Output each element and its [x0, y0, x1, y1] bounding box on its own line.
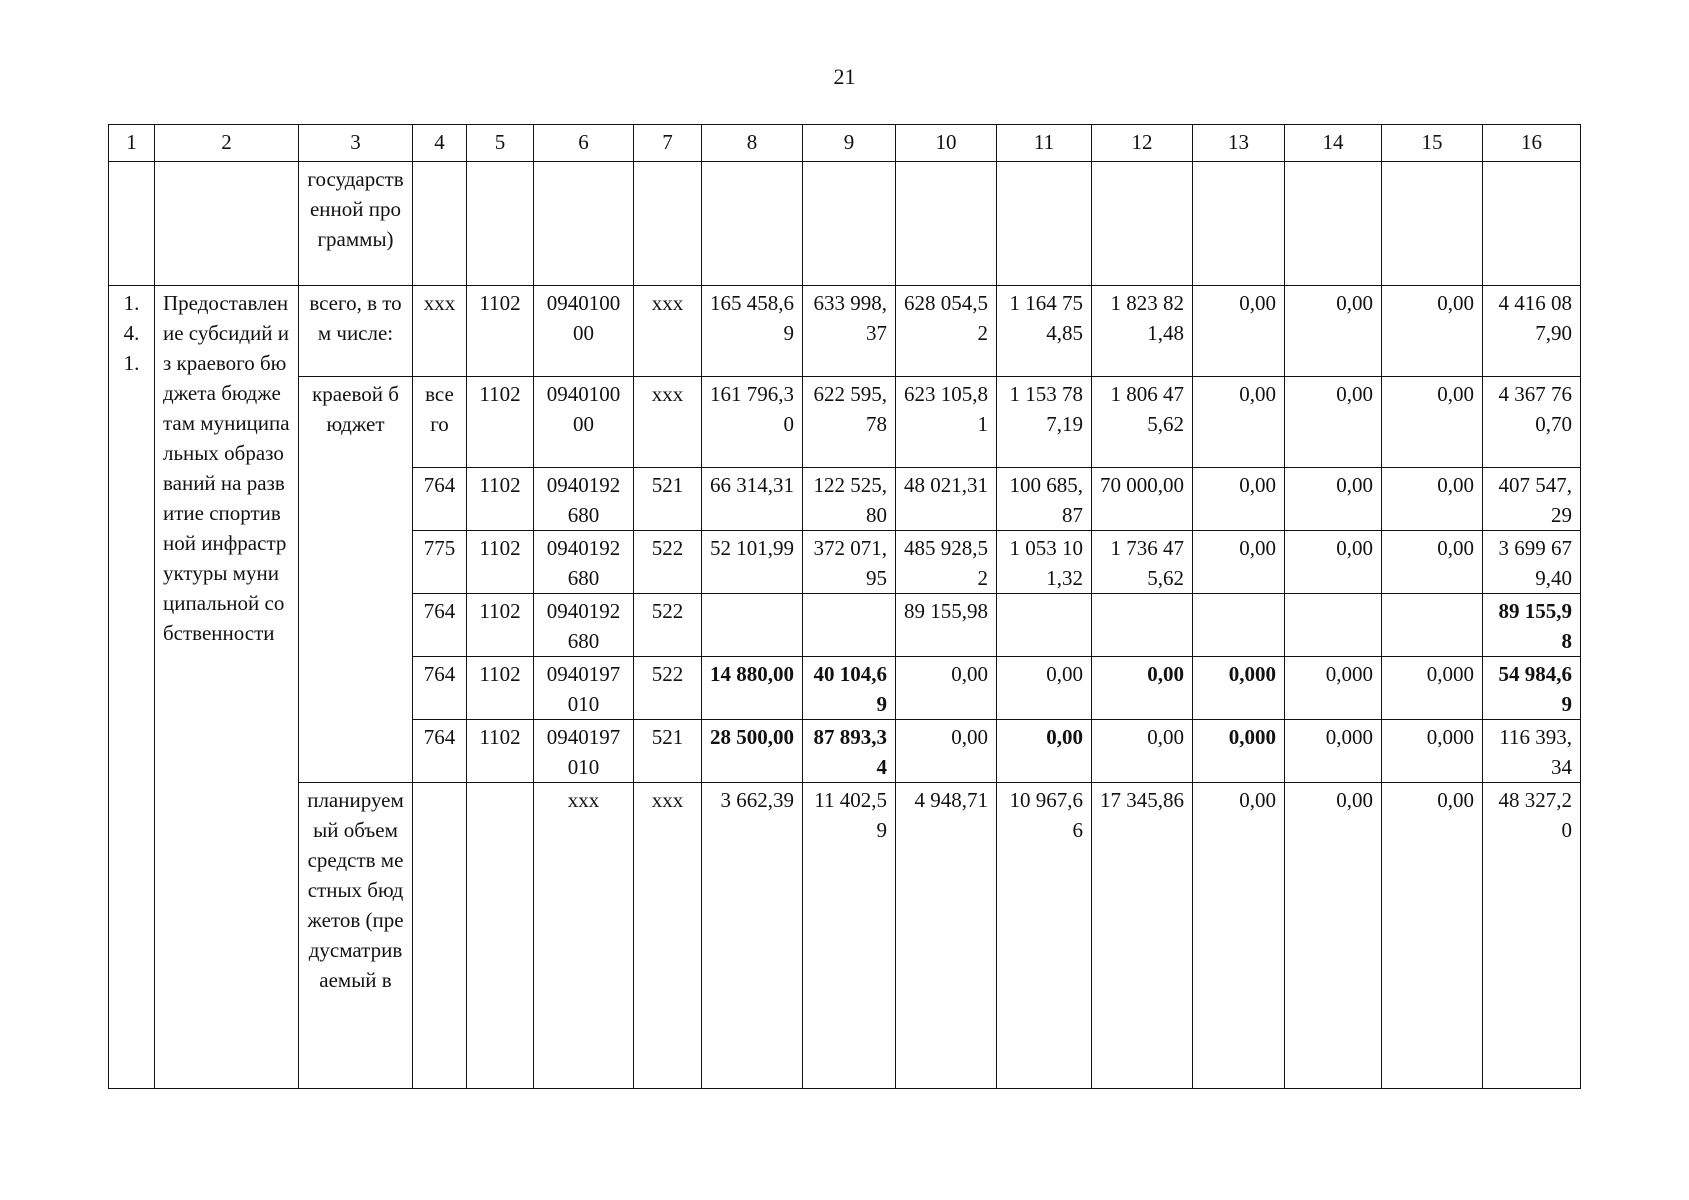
cell: 775: [413, 531, 467, 594]
cell: 1102: [467, 468, 534, 531]
cell: 0,00: [1382, 783, 1483, 1089]
header-cell: 15: [1382, 125, 1483, 162]
cell: 1 053 101,32: [997, 531, 1092, 594]
cell: 3 699 679,40: [1483, 531, 1581, 594]
cell: 0,00: [1382, 468, 1483, 531]
header-cell: 8: [702, 125, 803, 162]
header-cell: 6: [534, 125, 634, 162]
cell: 0,00: [896, 657, 997, 720]
cell: 0,00: [1092, 657, 1193, 720]
cell: 0,00: [1285, 286, 1382, 377]
cell: 0,00: [1193, 286, 1285, 377]
cell: 522: [634, 657, 702, 720]
cell: 70 000,00: [1092, 468, 1193, 531]
header-cell: 14: [1285, 125, 1382, 162]
cell: 521: [634, 468, 702, 531]
cell: 0,00: [1193, 531, 1285, 594]
header-cell: 11: [997, 125, 1092, 162]
header-cell: 10: [896, 125, 997, 162]
cell: 165 458,69: [702, 286, 803, 377]
cell: 28 500,00: [702, 720, 803, 783]
budget-table: [108, 124, 1581, 1089]
cell: 116 393,34: [1483, 720, 1581, 783]
item-number: 1.4.1.: [109, 286, 155, 1089]
header-cell: 1: [109, 125, 155, 162]
cell: 0,00: [1285, 468, 1382, 531]
header-row: [109, 125, 1581, 162]
cell: ххх: [634, 286, 702, 377]
cell: 89 155,98: [1483, 594, 1581, 657]
header-cell: 7: [634, 125, 702, 162]
cell: 622 595,78: [803, 377, 896, 468]
cell: 1102: [467, 594, 534, 657]
cell: 522: [634, 531, 702, 594]
continuation-text: государственной программы): [299, 162, 413, 286]
cell: 521: [634, 720, 702, 783]
continuation-row: [109, 162, 1581, 286]
cell: ххх: [634, 783, 702, 1089]
cell: 161 796,30: [702, 377, 803, 468]
cell: 0,000: [1382, 657, 1483, 720]
cell: 122 525,80: [803, 468, 896, 531]
cell: 17 345,86: [1092, 783, 1193, 1089]
cell: 87 893,34: [803, 720, 896, 783]
cell: 0,00: [1193, 783, 1285, 1089]
table-row-total: [109, 286, 1581, 377]
cell: 1 153 787,19: [997, 377, 1092, 468]
header-cell: 13: [1193, 125, 1285, 162]
cell: 48 021,31: [896, 468, 997, 531]
cell: 0940192680: [534, 594, 634, 657]
cell: 89 155,98: [896, 594, 997, 657]
cell: 54 984,69: [1483, 657, 1581, 720]
cell: 0,00: [997, 657, 1092, 720]
cell: 0,000: [1285, 720, 1382, 783]
cell: 4 948,71: [896, 783, 997, 1089]
cell: 0,000: [1193, 657, 1285, 720]
cell: 0940197010: [534, 657, 634, 720]
cell: 633 998,37: [803, 286, 896, 377]
source-regional: краевой бюджет: [299, 377, 413, 783]
header-cell: 4: [413, 125, 467, 162]
cell: 0,000: [1382, 720, 1483, 783]
cell: 1102: [467, 720, 534, 783]
cell: 1102: [467, 657, 534, 720]
cell: 0,00: [1382, 286, 1483, 377]
header-cell: 3: [299, 125, 413, 162]
cell: 0940192680: [534, 468, 634, 531]
header-cell: 16: [1483, 125, 1581, 162]
cell: 094010000: [534, 377, 634, 468]
cell: 66 314,31: [702, 468, 803, 531]
cell: ххх: [534, 783, 634, 1089]
cell: 1102: [467, 286, 534, 377]
cell: 623 105,81: [896, 377, 997, 468]
cell: 0,00: [1382, 531, 1483, 594]
header-cell: 9: [803, 125, 896, 162]
cell: 0,00: [1193, 468, 1285, 531]
cell: 764: [413, 720, 467, 783]
cell: 0,00: [1285, 531, 1382, 594]
cell: 0,00: [997, 720, 1092, 783]
header-cell: 12: [1092, 125, 1193, 162]
cell: 522: [634, 594, 702, 657]
cell: 40 104,69: [803, 657, 896, 720]
cell: 628 054,52: [896, 286, 997, 377]
cell: 1 164 754,85: [997, 286, 1092, 377]
item-name: Предоставление субсидий из краевого бюджета бюджетам муниципальных образований на развитие спортивной инфраструктуры муниципальной собственности: [155, 286, 299, 1089]
cell: 1102: [467, 377, 534, 468]
cell: 4 367 760,70: [1483, 377, 1581, 468]
cell: 4 416 087,90: [1483, 286, 1581, 377]
cell: 407 547,29: [1483, 468, 1581, 531]
cell: 764: [413, 594, 467, 657]
page-number: 21: [833, 64, 856, 89]
cell: 094010000: [534, 286, 634, 377]
header-cell: 5: [467, 125, 534, 162]
source-local: планируемый объем средств местных бюджетов (предусматриваемый в: [299, 783, 413, 1089]
cell: 0,00: [1382, 377, 1483, 468]
cell: 10 967,66: [997, 783, 1092, 1089]
cell: ххх: [634, 377, 702, 468]
cell: 48 327,20: [1483, 783, 1581, 1089]
cell: 764: [413, 468, 467, 531]
cell: 0,00: [896, 720, 997, 783]
cell: 1 806 475,62: [1092, 377, 1193, 468]
cell: 0940197010: [534, 720, 634, 783]
cell: 0,00: [1285, 377, 1382, 468]
cell: 764: [413, 657, 467, 720]
cell: 0,00: [1285, 783, 1382, 1089]
cell: 0940192680: [534, 531, 634, 594]
cell: всего: [413, 377, 467, 468]
table-row-regional: [109, 377, 1581, 468]
cell: 100 685,87: [997, 468, 1092, 531]
cell: 14 880,00: [702, 657, 803, 720]
cell: 1 736 475,62: [1092, 531, 1193, 594]
cell: ххх: [413, 286, 467, 377]
cell: 372 071,95: [803, 531, 896, 594]
cell: 52 101,99: [702, 531, 803, 594]
header-cell: 2: [155, 125, 299, 162]
cell: 11 402,59: [803, 783, 896, 1089]
cell: 485 928,52: [896, 531, 997, 594]
cell: 0,000: [1193, 720, 1285, 783]
source-total: всего, в том числе:: [299, 286, 413, 377]
cell: 0,00: [1092, 720, 1193, 783]
cell: 0,00: [1193, 377, 1285, 468]
table-row-local: [109, 783, 1581, 1089]
cell: 0,000: [1285, 657, 1382, 720]
cell: 1102: [467, 531, 534, 594]
cell: 1 823 821,48: [1092, 286, 1193, 377]
cell: 3 662,39: [702, 783, 803, 1089]
